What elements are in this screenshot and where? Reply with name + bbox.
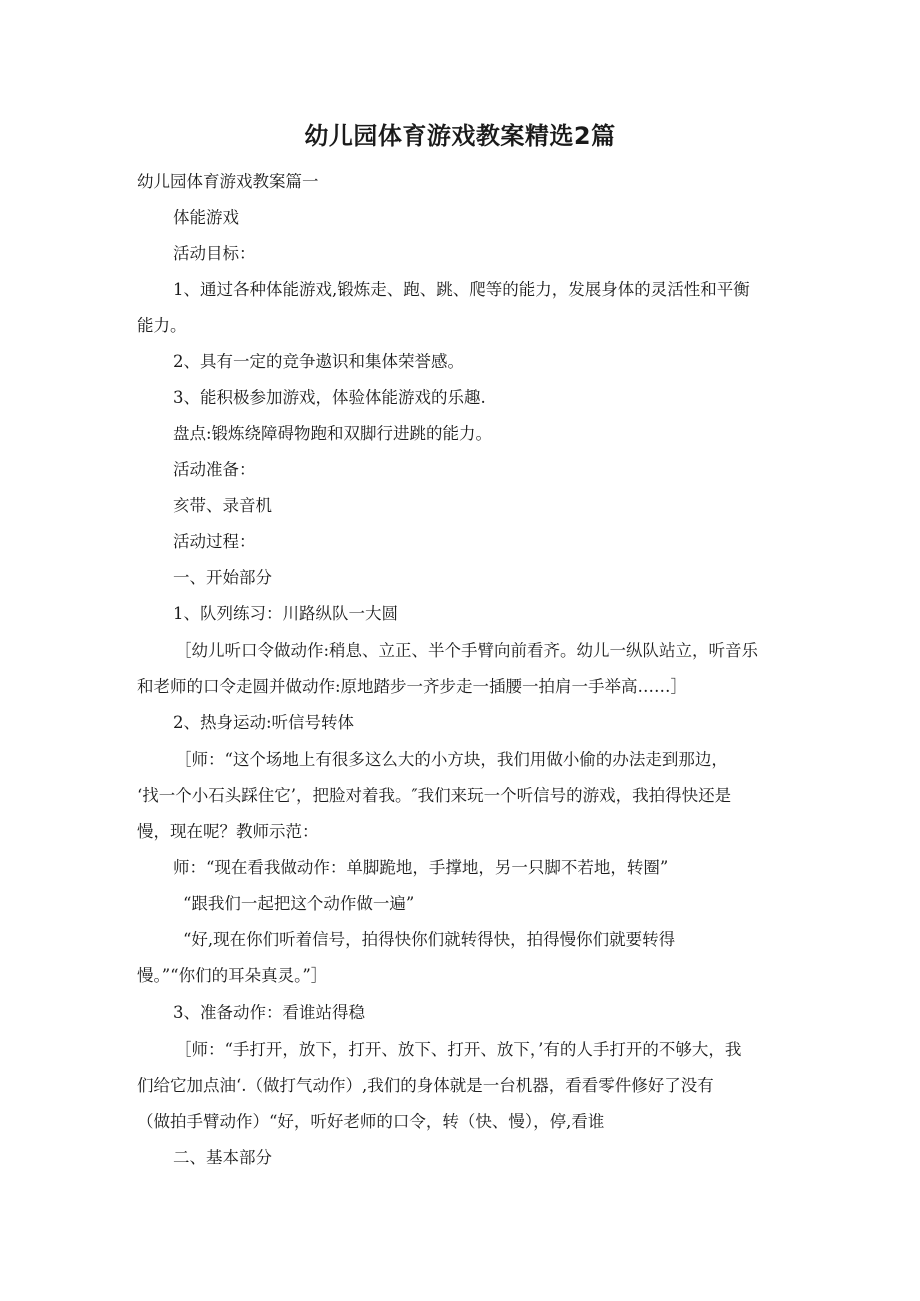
text-line: “好,现在你们听着信号，拍得快你们就转得快，拍得慢你们就要转得 — [183, 930, 676, 949]
text-line: 1、队列练习：川路纵队一大圆 — [173, 604, 398, 623]
document-title: 幼儿园体育游戏教案精选2篇 — [304, 122, 616, 150]
text-line: 盘点:锻炼绕障碍物跑和双脚行进跳的能力。 — [173, 424, 493, 443]
text-line: ‘找一个小石头踩住它’，把脸对着我。″我们来玩一个听信号的游戏，我拍得快还是 — [137, 786, 732, 805]
text-line: 们给它加点油‘.（做打气动作）,我们的身体就是一台机器，看看零件修好了没有 — [137, 1076, 714, 1095]
text-line: 3、准备动作：看谁站得稳 — [173, 1003, 365, 1022]
text-line: 亥带、录音机 — [173, 496, 272, 515]
text-line: 活动目标： — [173, 244, 256, 263]
text-line: 师：“现在看我做动作：单脚跪地，手撑地，另一只脚不若地，转圈” — [173, 858, 669, 877]
text-line: ［师：“手打开，放下，打开、放下、打开、放下，’有的人手打开的不够大，我 — [175, 1040, 742, 1059]
text-line: 能力。 — [137, 316, 187, 335]
text-line: 慢，现在呢？教师示范： — [137, 822, 319, 841]
text-line: 活动准备： — [173, 460, 256, 479]
text-line: 2、具有一定的竞争遨识和集体荣誉感。 — [173, 352, 464, 371]
text-line: 一、开始部分 — [173, 568, 272, 587]
text-line: 1、通过各种体能游戏,锻炼走、跑、跳、爬等的能力，发展身体的灵活性和平衡 — [173, 280, 750, 299]
text-line: 和老师的口令走圆并做动作:原地踏步一齐步走一插腰一拍肩一手举高……］ — [137, 677, 688, 696]
text-line: 体能游戏 — [173, 208, 239, 227]
text-line: ［幼儿听口令做动作:稍息、立正、半个手臂向前看齐。幼儿一纵队站立，听音乐 — [175, 641, 759, 660]
text-line: ［师：“这个场地上有很多这么大的小方块，我们用做小偷的办法走到那边， — [175, 750, 728, 769]
text-line: “跟我们一起把这个动作做一遍” — [183, 894, 415, 913]
text-line: 活动过程： — [173, 532, 256, 551]
section-heading: 二、基本部分 — [173, 1148, 272, 1167]
section-heading: 幼儿园体育游戏教案篇一 — [137, 172, 319, 191]
text-line: 2、热身运动:听信号转体 — [173, 713, 355, 732]
text-line: 慢。”“你们的耳朵真灵。”］ — [137, 966, 328, 985]
text-line: （做拍手臂动作）“好，听好老师的口令，转（快、慢），停,看谁 — [137, 1112, 605, 1131]
text-line: 3、能积极参加游戏，体验体能游戏的乐趣. — [173, 388, 486, 407]
